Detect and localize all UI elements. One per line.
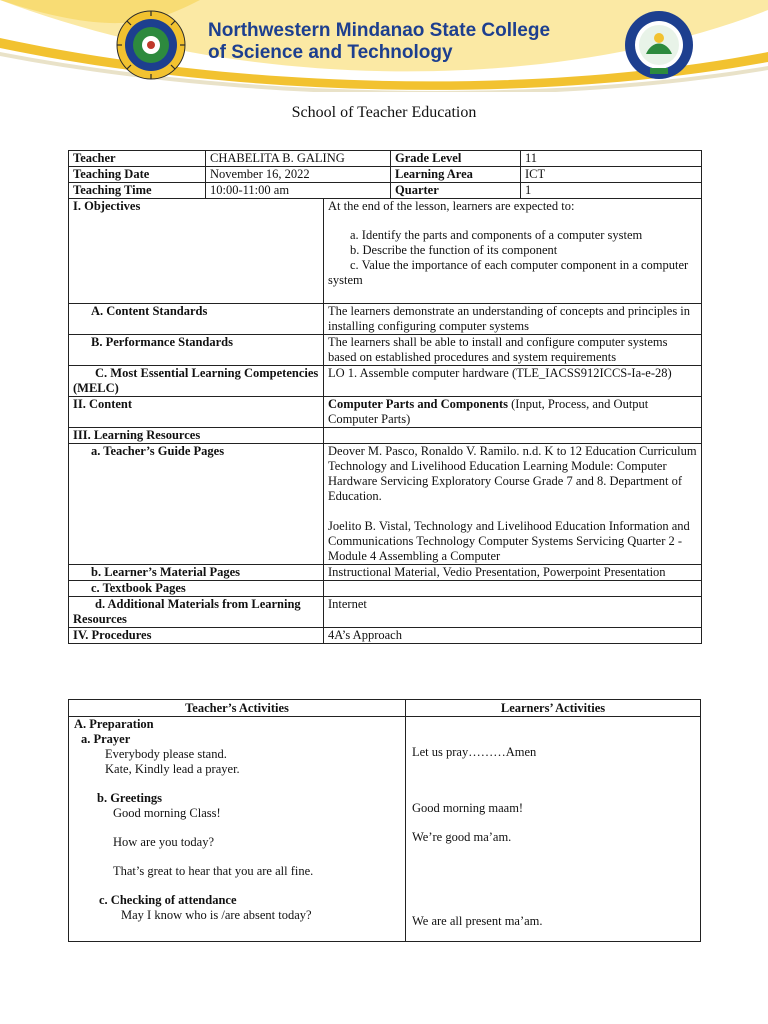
learner-greeting-response2: We’re good ma’am. xyxy=(412,830,512,844)
objective-b: b. Describe the function of its component xyxy=(350,243,558,257)
textbook-pages-label: c. Textbook Pages xyxy=(69,581,324,597)
quarter-label: Quarter xyxy=(391,183,521,199)
activities-table xyxy=(68,699,701,942)
melc-value: LO 1. Assemble computer hardware (TLE_IACSS912ICCS-Ia-e-28) xyxy=(324,366,702,397)
teacher-activities-header: Teacher’s Activities xyxy=(185,701,289,715)
lesson-plan-table xyxy=(68,150,702,644)
learning-area-label: Learning Area xyxy=(391,167,521,183)
header-banner xyxy=(0,0,768,92)
content-standards-value: The learners demonstrate an understanding of concepts and principles in installing configuring computer systems xyxy=(324,304,702,335)
attendance-heading: c. Checking of attendance xyxy=(99,893,237,907)
teachers-guide-value xyxy=(324,444,702,565)
grade-level-label: Grade Level xyxy=(391,151,521,167)
performance-standards-value: The learners shall be able to install and configure computer systems based on established procedures and system requirements xyxy=(324,335,702,366)
melc-label: C. Most Essential Learning Competencies (MELC) xyxy=(69,366,324,397)
textbook-pages-value xyxy=(324,581,702,597)
college-name xyxy=(208,20,550,64)
teaching-date-label: Teaching Date xyxy=(69,167,206,183)
objectives-cell xyxy=(324,199,702,304)
teachers-guide-ref1: Deover M. Pasco, Ronaldo V. Ramilo. n.d. K to 12 Education Curriculum Technology and Livelihood Education Learning Module: Computer Hardware Servicing Exploratory Course Grade 7 and 8. Department of Education. xyxy=(328,444,697,503)
college-name-line1: Northwestern Mindanao State College xyxy=(208,20,551,41)
teacher-attendance-line: May I know who is /are absent today? xyxy=(121,908,312,922)
procedures-label: IV. Procedures xyxy=(69,628,324,644)
learning-area-value: ICT xyxy=(521,167,702,183)
objective-a: a. Identify the parts and components of a computer system xyxy=(350,228,643,242)
content-standards-label: A. Content Standards xyxy=(69,304,324,335)
objective-c: c. Value the importance of each computer component in a computer system xyxy=(328,258,689,287)
objectives-intro: At the end of the lesson, learners are expected to: xyxy=(328,199,575,213)
activities-column-divider xyxy=(405,700,406,941)
performance-standards-label: B. Performance Standards xyxy=(69,335,324,366)
content-rest: (Input, Process, and Output Computer Parts) xyxy=(328,397,649,426)
content-bold: Computer Parts and Components xyxy=(328,397,508,411)
learners-material-value: Instructional Material, Vedio Presentation, Powerpoint Presentation xyxy=(324,565,702,581)
learner-greeting-response1: Good morning maam! xyxy=(412,801,524,815)
prayer-heading: a. Prayer xyxy=(81,732,131,746)
college-name-line2: of Science and Technology xyxy=(208,42,453,63)
teachers-guide-ref2: Joelito B. Vistal, Technology and Livelihood Education Information and Communications Technology Computer Systems Servicing Quarter 2 - Module 4 Assembling a Computer xyxy=(328,519,690,563)
teacher-label: Teacher xyxy=(69,151,206,167)
teacher-prayer-line1: Everybody please stand. xyxy=(105,747,227,761)
school-title: School of Teacher Education xyxy=(291,104,477,121)
objectives-label: I. Objectives xyxy=(69,199,324,304)
learners-material-label: b. Learner’s Material Pages xyxy=(69,565,324,581)
teaching-time-label: Teaching Time xyxy=(69,183,206,199)
grade-level-value: 11 xyxy=(521,151,702,167)
teaching-time-value: 10:00-11:00 am xyxy=(206,183,391,199)
teachers-guide-label: a. Teacher’s Guide Pages xyxy=(69,444,324,565)
content-label: II. Content xyxy=(69,397,324,428)
learner-activities-header: Learners’ Activities xyxy=(500,701,606,715)
learner-attendance-response: We are all present ma’am. xyxy=(412,914,543,928)
procedures-value: 4A’s Approach xyxy=(324,628,702,644)
teacher-greeting-line1: Good morning Class! xyxy=(113,806,221,820)
preparation-heading: A. Preparation xyxy=(74,717,154,731)
quarter-value: 1 xyxy=(521,183,702,199)
content-value xyxy=(324,397,702,428)
additional-materials-label: d. Additional Materials from Learning Resources xyxy=(69,597,324,628)
teacher-greeting-line2: How are you today? xyxy=(113,835,215,849)
teaching-date-value: November 16, 2022 xyxy=(206,167,391,183)
learning-resources-label: III. Learning Resources xyxy=(69,428,324,444)
teacher-greeting-line3: That’s great to hear that you are all fine. xyxy=(113,864,314,878)
learner-prayer-response: Let us pray………Amen xyxy=(412,745,537,759)
additional-materials-value: Internet xyxy=(324,597,702,628)
teacher-value: CHABELITA B. GALING xyxy=(206,151,391,167)
teacher-education-seal-icon xyxy=(624,10,694,80)
learning-resources-value xyxy=(324,428,702,444)
teacher-prayer-line2: Kate, Kindly lead a prayer. xyxy=(105,762,240,776)
college-seal-icon xyxy=(116,10,186,80)
greetings-heading: b. Greetings xyxy=(97,791,163,805)
